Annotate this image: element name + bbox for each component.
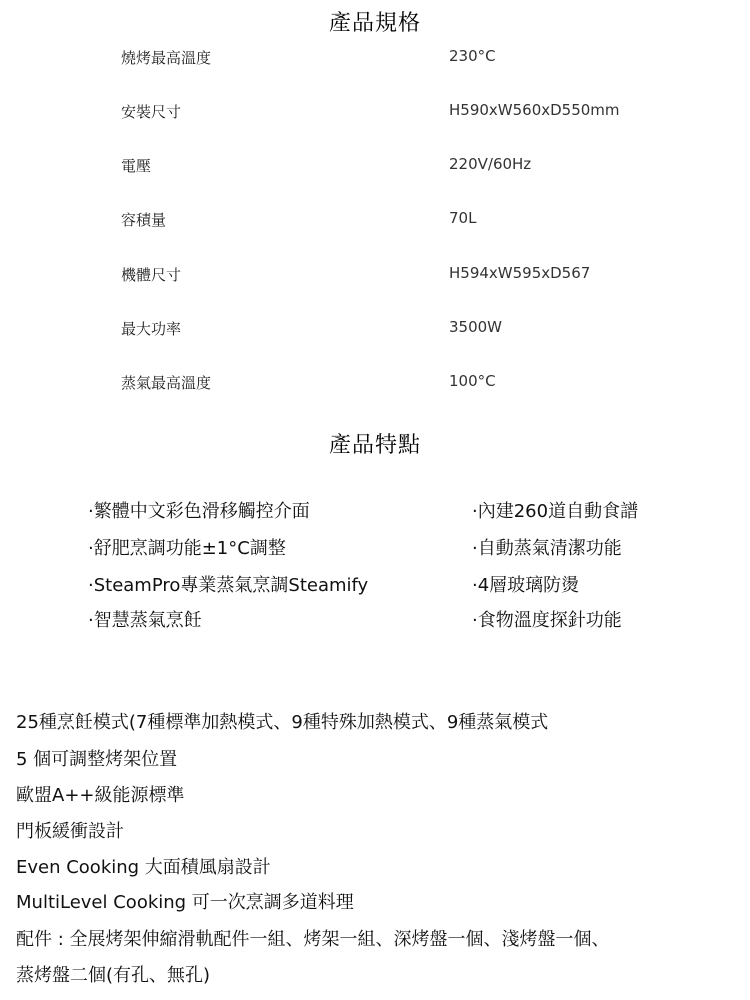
- spec-value: H594xW595xD567: [449, 264, 591, 282]
- feature-item: ·內建260道自動食譜: [472, 501, 639, 522]
- spec-label: 安裝尺寸: [121, 103, 182, 121]
- spec-row: [0, 155, 750, 179]
- feature-item: ·SteamPro專業蒸氣烹調Steamify: [88, 575, 369, 596]
- detail-line: 配件 : 全展烤架伸縮滑軌配件一組、烤架一組、深烤盤一個、淺烤盤一個、: [16, 929, 610, 950]
- spec-label: 容積量: [121, 211, 167, 229]
- detail-line: 歐盟A++級能源標準: [16, 785, 185, 806]
- spec-row: [0, 264, 750, 288]
- feature-item: ·智慧蒸氣烹飪: [88, 610, 202, 631]
- spec-row: [0, 318, 750, 342]
- specs-title: 產品規格: [328, 11, 421, 36]
- detail-line: 5 個可調整烤架位置: [16, 749, 178, 770]
- feature-item: ·舒肥烹調功能±1°C調整: [88, 538, 286, 559]
- detail-line: MultiLevel Cooking 可一次烹調多道料理: [16, 892, 354, 913]
- detail-line: Even Cooking 大面積風扇設計: [16, 857, 271, 878]
- spec-value: 3500W: [449, 318, 503, 336]
- spec-value: H590xW560xD550mm: [449, 101, 620, 119]
- detail-line: 門板緩衝設計: [16, 821, 124, 842]
- spec-row: [0, 47, 750, 71]
- feature-item: ·自動蒸氣清潔功能: [472, 538, 622, 559]
- spec-label: 最大功率: [121, 320, 182, 338]
- spec-label: 電壓: [121, 157, 152, 175]
- feature-item: ·繁體中文彩色滑移觸控介面: [88, 501, 310, 522]
- feature-item: ·4層玻璃防燙: [472, 575, 580, 596]
- detail-line: 25種烹飪模式(7種標準加熱模式、9種特殊加熱模式、9種蒸氣模式: [16, 712, 549, 733]
- spec-value: 220V/60Hz: [449, 155, 532, 173]
- spec-value: 230°C: [449, 47, 496, 65]
- spec-label: 機體尺寸: [121, 266, 182, 284]
- spec-row: [0, 101, 750, 125]
- spec-row: [0, 209, 750, 233]
- detail-line: 蒸烤盤二個(有孔、無孔): [16, 965, 211, 986]
- spec-label: 蒸氣最高溫度: [121, 374, 212, 392]
- spec-row: [0, 372, 750, 396]
- spec-label: 燒烤最高溫度: [121, 49, 212, 67]
- spec-value: 70L: [449, 209, 477, 227]
- features-title: 產品特點: [328, 433, 421, 458]
- feature-item: ·食物溫度探針功能: [472, 610, 622, 631]
- spec-value: 100°C: [449, 372, 496, 390]
